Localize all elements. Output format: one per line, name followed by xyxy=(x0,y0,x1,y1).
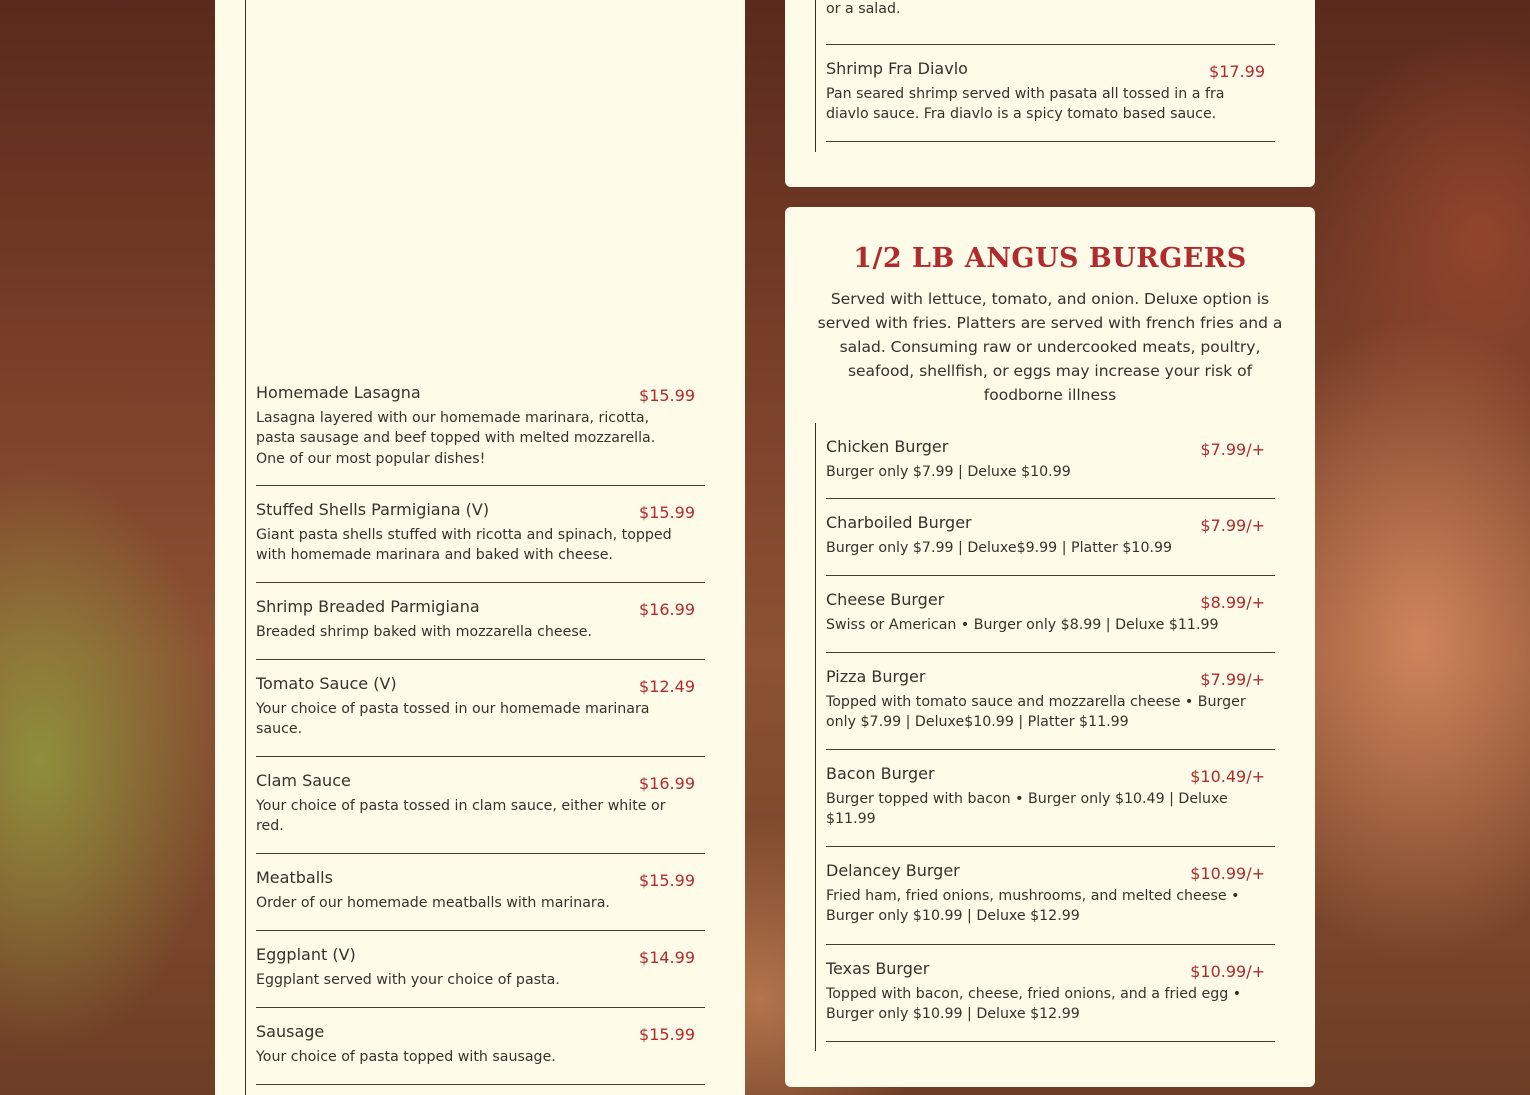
item-description: Your choice of pasta tossed in clam sauce, either white or red. xyxy=(256,798,666,835)
item-name: Bacon Burger xyxy=(826,764,935,783)
item-description: Pan seared shrimp served with pasata all tossed in a fra diavlo sauce. Fra diavlo is a spicy tomato based sauce. xyxy=(826,86,1225,123)
item-price: $7.99/+ xyxy=(1200,440,1265,459)
item-description: or a salad. xyxy=(826,1,901,18)
section-divider-line xyxy=(815,0,816,152)
item-price: $15.99 xyxy=(639,1025,695,1044)
item-price: $14.99 xyxy=(639,948,695,967)
section-divider-line xyxy=(245,0,246,1095)
section-intro: Served with lettuce, tomato, and onion. Deluxe option is served with fries. Platters are served with french fries and a salad. Consuming raw or undercooked meats, poultry, seafood, shellfish, or eggs may increase your risk of foodborne illness xyxy=(817,290,1283,404)
item-name: Chicken Burger xyxy=(826,437,949,456)
item-name: Shrimp Fra Diavlo xyxy=(826,59,968,78)
item-name: Texas Burger xyxy=(826,959,930,978)
item-description: Giant pasta shells stuffed with ricotta and spinach, topped with homemade marinara and baked with cheese. xyxy=(256,527,672,564)
menu-item[interactable] xyxy=(256,383,705,486)
item-price: $15.99 xyxy=(639,871,695,890)
menu-item[interactable] xyxy=(256,945,705,1008)
item-name: Meatballs xyxy=(256,868,333,887)
item-name: Stuffed Shells Parmigiana (V) xyxy=(256,500,490,519)
menu-item[interactable] xyxy=(826,959,1275,1042)
item-description: Burger topped with bacon • Burger only $10.49 | Deluxe $11.99 xyxy=(826,791,1228,828)
menu-item[interactable] xyxy=(826,667,1275,750)
item-name: Shrimp Breaded Parmigiana xyxy=(256,597,480,616)
item-price: $8.99/+ xyxy=(1200,593,1265,612)
item-name: Tomato Sauce (V) xyxy=(256,674,397,693)
section-divider-line xyxy=(815,423,816,1051)
item-name: Delancey Burger xyxy=(826,861,960,880)
item-description: Topped with bacon, cheese, fried onions, and a fried egg • Burger only $10.99 | Deluxe $12.99 xyxy=(826,986,1242,1023)
menu-item[interactable] xyxy=(826,513,1275,576)
item-price: $16.99 xyxy=(639,774,695,793)
pasta-menu-panel xyxy=(215,0,745,1095)
item-price: $7.99/+ xyxy=(1200,516,1265,535)
item-price: $7.99/+ xyxy=(1200,670,1265,689)
section-title: 1/2 LB ANGUS BURGERS xyxy=(853,243,1247,274)
item-price: $17.99 xyxy=(1209,62,1265,81)
seafood-menu-panel xyxy=(785,0,1315,187)
item-description: Breaded shrimp baked with mozzarella cheese. xyxy=(256,624,592,640)
item-name: Homemade Lasagna xyxy=(256,383,421,402)
item-price: $10.99/+ xyxy=(1190,962,1265,981)
item-name: Sausage xyxy=(256,1022,325,1041)
item-price: $16.99 xyxy=(639,600,695,619)
item-description: Eggplant served with your choice of pasta. xyxy=(256,972,560,988)
menu-item[interactable] xyxy=(256,771,705,854)
item-name: Clam Sauce xyxy=(256,771,351,790)
item-price: $15.99 xyxy=(639,503,695,522)
item-name: Eggplant (V) xyxy=(256,945,356,964)
item-description: Burger only $7.99 | Deluxe $10.99 xyxy=(826,464,1071,480)
item-name: Cheese Burger xyxy=(826,590,945,609)
item-price: $10.99/+ xyxy=(1190,864,1265,883)
menu-item[interactable] xyxy=(256,868,705,931)
menu-item[interactable] xyxy=(256,597,705,660)
menu-item[interactable] xyxy=(256,674,705,757)
item-description: Swiss or American • Burger only $8.99 | Deluxe $11.99 xyxy=(826,617,1219,633)
menu-item[interactable] xyxy=(256,500,705,583)
item-name: Pizza Burger xyxy=(826,667,926,686)
menu-item[interactable] xyxy=(826,764,1275,847)
menu-item[interactable] xyxy=(826,437,1275,499)
item-description: Your choice of pasta tossed in our homemade marinara sauce. xyxy=(256,701,650,738)
menu-item[interactable] xyxy=(826,861,1275,945)
menu-item[interactable] xyxy=(826,59,1275,142)
menu-item[interactable] xyxy=(826,590,1275,653)
menu-item[interactable] xyxy=(826,0,1275,45)
menu-item[interactable] xyxy=(256,1022,705,1085)
item-description: Burger only $7.99 | Deluxe$9.99 | Platter $10.99 xyxy=(826,540,1173,556)
burgers-menu-panel xyxy=(785,207,1315,1087)
item-description: Order of our homemade meatballs with marinara. xyxy=(256,895,610,911)
item-description: Your choice of pasta topped with sausage. xyxy=(256,1049,556,1065)
item-price: $15.99 xyxy=(639,386,695,405)
item-price: $12.49 xyxy=(639,677,695,696)
item-price: $10.49/+ xyxy=(1190,767,1265,786)
item-description: Topped with tomato sauce and mozzarella cheese • Burger only $7.99 | Deluxe$10.99 | Platter $11.99 xyxy=(826,694,1246,731)
item-description: Lasagna layered with our homemade marinara, ricotta, pasta sausage and beef topped with melted mozzarella. One of our most popular dishes! xyxy=(256,410,656,467)
item-name: Charboiled Burger xyxy=(826,513,972,532)
item-description: Fried ham, fried onions, mushrooms, and melted cheese • Burger only $10.99 | Deluxe $12.99 xyxy=(826,888,1240,925)
